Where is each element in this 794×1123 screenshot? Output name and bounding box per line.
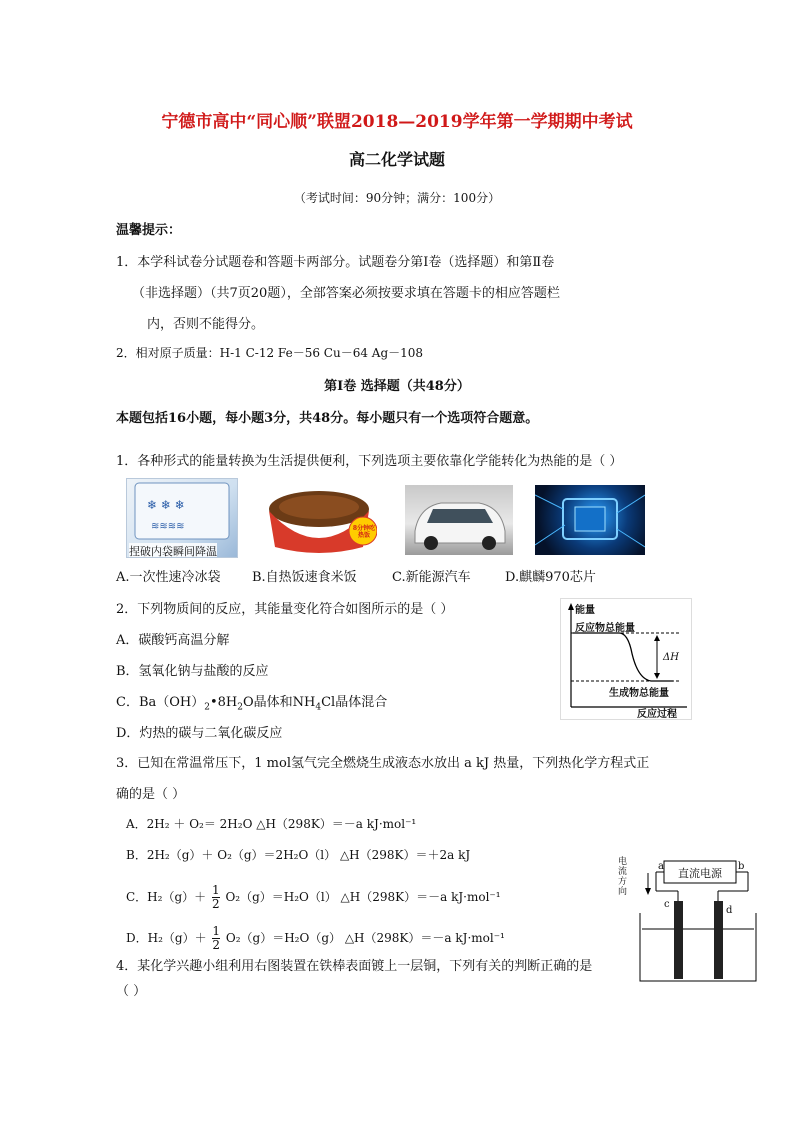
tip-2: 2．相对原子质量：H-1 C-12 Fe－56 Cu－64 Ag－108 bbox=[116, 346, 424, 360]
exam-info: （考试时间：90分钟；满分：100分） bbox=[293, 191, 501, 205]
q3-stem-line-1: 3．已知在常温常压下，1 mol氢气完全燃烧生成液态水放出 a kJ 热量，下列热化学方程式正 bbox=[116, 756, 650, 771]
q3-option-d bbox=[126, 925, 505, 952]
tip-1-line-2: （非选择题）（共7页20题），全部答案必须按要求填在答题卡的相应答题栏 bbox=[132, 286, 560, 301]
tip-1-line-3: 内，否则不能得分。 bbox=[147, 317, 265, 332]
q4-stem: 4．某化学兴趣小组利用右图装置在铁棒表面镀上一层铜，下列有关的判断正确的是 bbox=[116, 959, 593, 974]
q1-option-b: B.自热饭速食米饭 bbox=[252, 570, 357, 585]
chip-image bbox=[535, 485, 645, 555]
q1-option-a: A.一次性速冷冰袋 bbox=[116, 570, 221, 585]
energy-y-label: 能量 bbox=[575, 605, 595, 616]
fraction-denominator: 2 bbox=[211, 897, 220, 911]
q3-opt-d-fraction bbox=[212, 925, 220, 952]
terminal-b-label: b bbox=[738, 861, 745, 872]
q3-opt-c-post: O₂（g）＝H₂O（l） △H（298K）＝－a kJ·mol⁻¹ bbox=[225, 890, 501, 904]
new-energy-car-image bbox=[405, 485, 513, 555]
q2-opt-c-sub1: 2 bbox=[204, 702, 210, 713]
svg-text:≋≋≋≋: ≋≋≋≋ bbox=[151, 521, 185, 532]
power-supply-label: 直流电源 bbox=[678, 867, 722, 880]
current-direction-label: 电流方向 bbox=[618, 857, 628, 897]
fraction-numerator: 1 bbox=[211, 883, 220, 897]
tips-heading: 温馨提示： bbox=[116, 223, 182, 238]
ice-pack-caption: 捏破内袋瞬间降温 bbox=[129, 545, 217, 558]
q1-option-d: D.麒麟970芯片 bbox=[505, 570, 596, 585]
svg-text:❄ ❄ ❄: ❄ ❄ ❄ bbox=[147, 498, 185, 512]
x-axis-label: 反应过程 bbox=[637, 709, 677, 720]
q2-option-c bbox=[116, 691, 387, 713]
car-graphic bbox=[405, 485, 513, 555]
rice-badge: 8分钟吃热饭 bbox=[352, 525, 376, 539]
q2-opt-c-part3: O晶体和NH bbox=[243, 695, 316, 710]
ice-pack-image bbox=[126, 478, 238, 558]
electrode-c-label: c bbox=[664, 899, 670, 910]
q2-option-d: D．灼热的碳与二氧化碳反应 bbox=[116, 726, 283, 741]
fraction-denominator: 2 bbox=[212, 938, 221, 952]
exam-subtitle: 高二化学试题 bbox=[348, 150, 445, 169]
q3-option-c bbox=[126, 884, 501, 911]
tip-1-line-1: 1．本学科试卷分试题卷和答题卡两部分。试题卷分第Ⅰ卷（选择题）和第Ⅱ卷 bbox=[116, 255, 555, 270]
q3-opt-d-post: O₂（g）＝H₂O（g） △H（298K）＝－a kJ·mol⁻¹ bbox=[225, 931, 505, 945]
fraction-numerator: 1 bbox=[212, 924, 221, 938]
terminal-a-label: a bbox=[658, 861, 664, 872]
rice-bowl-graphic bbox=[263, 487, 377, 555]
delta-h-label: ΔH bbox=[663, 652, 679, 663]
section-title: 第Ⅰ卷 选择题（共48分） bbox=[324, 379, 470, 394]
q3-option-a: A．2H₂ ＋ O₂＝ 2H₂O △H（298K）＝－a kJ·mol⁻¹ bbox=[126, 817, 417, 831]
q2-opt-c-part2: •8H bbox=[209, 695, 238, 710]
q3-opt-c-fraction bbox=[212, 884, 220, 911]
chip-graphic bbox=[535, 485, 645, 555]
q2-opt-c-sub2: 2 bbox=[237, 702, 243, 713]
q1-stem: 1．各种形式的能量转换为生活提供便利，下列选项主要依靠化学能转化为热能的是（ ） bbox=[116, 454, 623, 469]
q3-option-b: B．2H₂（g）＋ O₂（g）＝2H₂O（l） △H（298K）＝＋2a kJ bbox=[126, 848, 471, 862]
exam-title: 宁德市高中“同心顺”联盟2018—2019学年第一学期期中考试 bbox=[161, 112, 633, 132]
q2-opt-c-sub3: 4 bbox=[315, 702, 322, 713]
q2-opt-c-part4: Cl晶体混合 bbox=[321, 695, 388, 710]
q3-opt-c-pre: C．H₂（g）＋ bbox=[126, 890, 207, 904]
q2-opt-c-part1: C．Ba（OH） bbox=[116, 695, 205, 710]
q2-stem: 2．下列物质间的反应，其能量变化符合如图所示的是（ ） bbox=[116, 602, 454, 617]
q3-opt-d-pre: D．H₂（g）＋ bbox=[126, 931, 207, 945]
energy-diagram bbox=[560, 598, 692, 720]
q1-option-c: C.新能源汽车 bbox=[392, 570, 471, 585]
q2-option-a: A．碳酸钙高温分解 bbox=[116, 633, 230, 648]
q2-option-b: B．氢氧化钠与盐酸的反应 bbox=[116, 664, 269, 679]
q3-stem-line-2: 确的是（ ） bbox=[116, 787, 186, 802]
electrode-d-label: d bbox=[726, 905, 733, 916]
self-heating-rice-image bbox=[263, 487, 377, 555]
product-energy-label: 生成物总能量 bbox=[609, 688, 669, 699]
electroplating-diagram bbox=[618, 853, 768, 985]
section-instructions: 本题包括16小题，每小题3分，共48分。每小题只有一个选项符合题意。 bbox=[116, 411, 539, 426]
reactant-energy-label: 反应物总能量 bbox=[575, 623, 635, 634]
q4-paren: （ ） bbox=[116, 984, 147, 999]
